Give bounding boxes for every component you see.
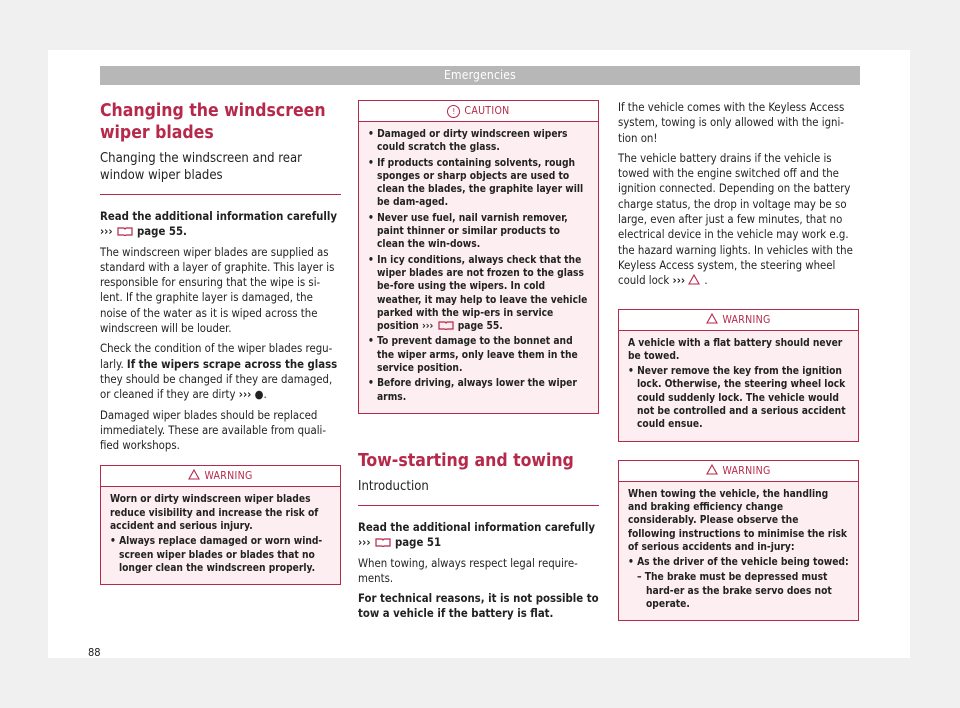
paragraph: When towing, always respect legal require-ments. (358, 556, 578, 585)
book-icon (437, 320, 455, 330)
paragraph: The windscreen wiper blades are supplied as standard with a layer of graphite. This layer is responsible for ensuring that the wipe is si-lent. If the graphite layer is damaged, the noise of the water as it is wiped across the windscreen will be louder. (100, 245, 335, 336)
book-icon (116, 226, 134, 236)
read-more: Read the additional information carefully ››› page 51 (358, 520, 595, 550)
caution-box (358, 100, 599, 414)
section-subtitle: Introduction (358, 478, 429, 494)
caution-bullet: • Before driving, always lower the wiper arms. (368, 378, 577, 403)
warning-header: WARNING (619, 310, 858, 331)
section-subtitle: Changing the windscreen and rear window wiper blades (100, 151, 302, 183)
warning-bullet: • Never remove the key from the ignition lock. Otherwise, the steering wheel lock could suddenly lock. The vehicle would not be controlled and a serious accident could ensue. (628, 366, 846, 431)
warning-triangle-icon (688, 274, 700, 285)
warning-text: When towing the vehicle, the handling and braking efficiency change considerably. Please observe the following instructions to minimise the risk of serious accidents and in-jury: (628, 488, 848, 553)
column-2 (358, 100, 599, 627)
paragraph: If the vehicle comes with the Keyless Access system, towing is only allowed with the igni-tion on! (618, 101, 845, 145)
caution-bullet: • Never use fuel, nail varnish remover, paint thinner or similar products to clean the win-dows. (368, 212, 568, 251)
read-more: Read the additional information carefully ››› page 55. (100, 210, 337, 239)
section-heading (358, 450, 599, 506)
arrow-icon: ››› (238, 388, 252, 402)
warning-bullet: • As the driver of the vehicle being towed: (628, 557, 849, 569)
page-number: 88 (88, 646, 101, 659)
caution-bullet: • If products containing solvents, rough sponges or sharp objects are used to clean the blades, the graphite layer will be dam-aged. (368, 157, 584, 209)
column-1 (100, 100, 341, 585)
warning-bullet: • Always replace damaged or worn wind-screen wiper blades or blades that no longer clean the windscreen properly. (110, 536, 323, 574)
column-3 (618, 100, 859, 621)
book-icon (374, 537, 392, 547)
section-heading (100, 100, 341, 195)
warning-text: Worn or dirty windscreen wiper blades reduce visibility and increase the risk of accident and serious injury. (110, 494, 319, 533)
warning-triangle-icon (706, 313, 718, 324)
section-header: Emergencies (100, 66, 860, 85)
page-ref-link[interactable]: page 51 (395, 536, 442, 550)
warning-header: WARNING (101, 466, 340, 487)
page-ref-link[interactable]: page 55. (137, 225, 187, 239)
exclamation-icon: ● (254, 388, 264, 402)
caution-bullet: • To prevent damage to the bonnet and the wiper arms, only leave them in the service position. (368, 336, 578, 375)
section-title: Changing the windscreen wiper blades (100, 101, 326, 143)
arrow-icon: ››› (672, 274, 686, 288)
caution-bullet: • Damaged or dirty windscreen wipers could scratch the glass. (368, 129, 568, 154)
caution-header: ! CAUTION (359, 101, 598, 122)
warning-box (618, 309, 859, 442)
warning-triangle-icon (706, 464, 718, 475)
warning-box (100, 465, 341, 585)
caution-bullet: • In icy conditions, always check that the wiper blades are not frozen to the glass be-fore using the wipers. In cold weather, it may help to leave the vehicle parked with the wip-ers in service position ››› page 55. (368, 254, 588, 333)
paragraph: For technical reasons, it is not possible to tow a vehicle if the battery is flat. (358, 592, 599, 621)
warning-text: A vehicle with a flat battery should never be towed. (628, 337, 843, 362)
section-title: Tow-starting and towing (358, 450, 574, 471)
warning-triangle-icon (188, 469, 200, 480)
arrow-icon: ››› (100, 225, 113, 239)
paragraph: The vehicle battery drains if the vehicle is towed with the engine switched off and the ignition connected. Depending on the battery charge status, the drop in voltage may be so large, even after just a few minutes, that no electrical device in the vehicle may work e.g. the hazard warning lights. In vehicles with the Keyless Access system, the steering wheel could lock ››› . (618, 151, 853, 288)
page-ref-link[interactable]: page 55. (457, 321, 503, 333)
paragraph: Check the condition of the wiper blades regu-larly. If the wipers scrape across the glass they should be changed if they are damaged, or cleaned if they are dirty ››› ●. (100, 342, 338, 402)
paragraph: Damaged wiper blades should be replaced immediately. These are available from quali-fied workshops. (100, 408, 327, 453)
warning-header: WARNING (619, 461, 858, 482)
arrow-icon: ››› (358, 536, 371, 550)
info-icon: ! (447, 105, 460, 118)
warning-box (618, 460, 859, 622)
warning-dash-item: – The brake must be depressed must hard-er as the brake servo does not operate. (637, 572, 832, 611)
